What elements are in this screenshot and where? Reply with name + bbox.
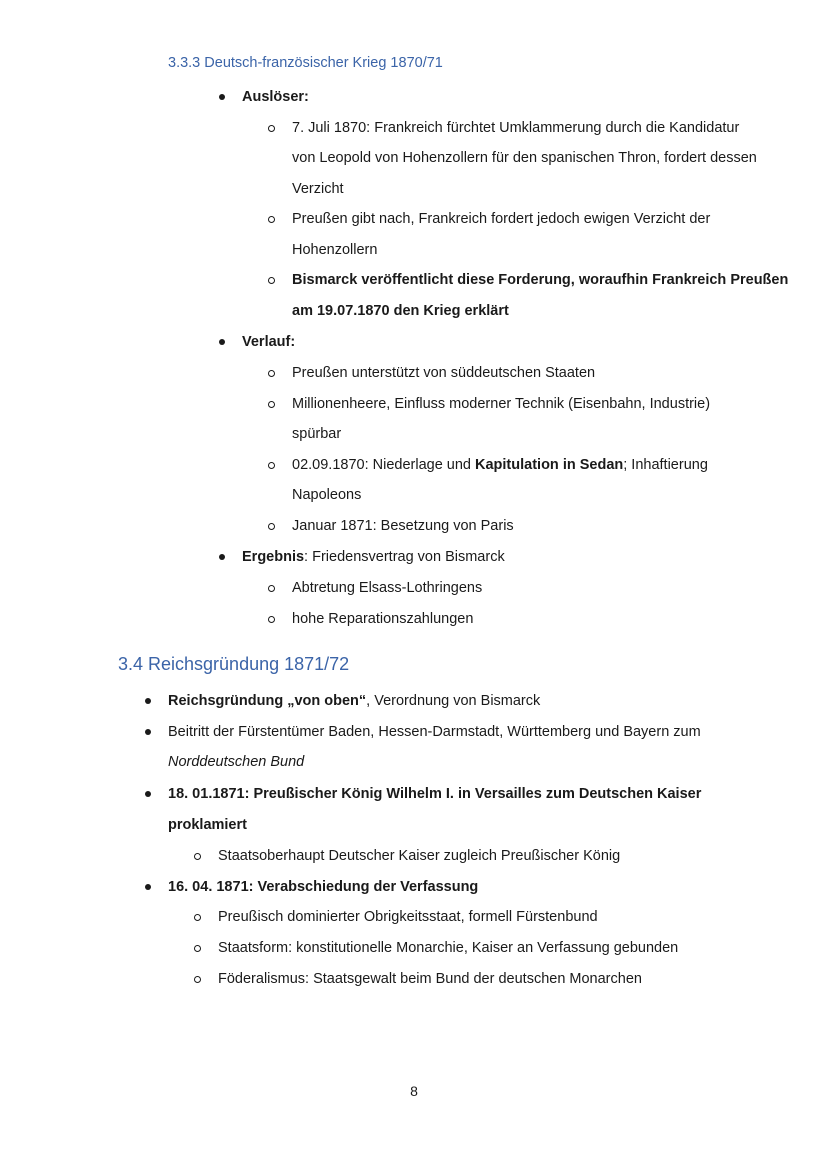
ergebnis-line [242, 547, 505, 567]
verlauf-item-3-post: ; Inhaftierung [623, 457, 708, 473]
sub-bullet-icon [194, 976, 201, 983]
bullet-icon [219, 554, 225, 560]
ausloeser-label: Auslöser: [242, 89, 309, 105]
verfassung-sub-item-2: Staatsform: konstitutionelle Monarchie, Kaiser an Verfassung gebunden [218, 940, 679, 956]
verlauf-item-3-bold: Kapitulation in Sedan [475, 457, 624, 473]
verlauf-item-4: Januar 1871: Besetzung von Paris [292, 518, 514, 534]
bullet-icon [219, 94, 225, 100]
ergebnis-item-2: hohe Reparationszahlungen [292, 611, 474, 627]
sub-bullet-icon [194, 914, 201, 921]
kaiser-sub-item: Staatsoberhaupt Deutscher Kaiser zugleich Preußischer König [218, 848, 621, 864]
sub-bullet-icon [194, 853, 201, 860]
verfassung-sub-item-3: Föderalismus: Staatsgewalt beim Bund der deutschen Monarchen [218, 971, 642, 987]
sub-bullet-icon [194, 945, 201, 952]
ausloeser-item-2-line-2: Hohenzollern [292, 242, 378, 258]
reichsgruendung-bold: Reichsgründung „von oben“ [168, 693, 367, 709]
kaiser-line-2: proklamiert [168, 817, 247, 833]
ausloeser-item-3-line-2: am 19.07.1870 den Krieg erklärt [292, 303, 509, 319]
sub-bullet-icon [268, 462, 275, 469]
bullet-icon [145, 884, 151, 890]
ausloeser-item-1-line-1: 7. Juli 1870: Frankreich fürchtet Umklammerung durch die Kandidatur [292, 120, 740, 136]
sub-bullet-icon [268, 401, 275, 408]
beitritt-line-2: Norddeutschen Bund [168, 754, 305, 770]
sub-bullet-icon [268, 216, 275, 223]
section-heading-3-3-3: 3.3.3 Deutsch-französischer Krieg 1870/71 [168, 55, 443, 71]
sub-bullet-icon [268, 585, 275, 592]
verfassung-line: 16. 04. 1871: Verabschiedung der Verfassung [168, 879, 479, 895]
sub-bullet-icon [268, 616, 275, 623]
verlauf-item-2-line-1: Millionenheere, Einfluss moderner Technik (Eisenbahn, Industrie) [292, 396, 711, 412]
verlauf-item-1: Preußen unterstützt von süddeutschen Staaten [292, 365, 596, 381]
beitritt-line-1: Beitritt der Fürstentümer Baden, Hessen-Darmstadt, Württemberg und Bayern zum [168, 724, 701, 740]
verlauf-item-3-line-2: Napoleons [292, 487, 362, 503]
verlauf-item-2-line-2: spürbar [292, 426, 342, 442]
bullet-icon [219, 339, 225, 345]
kaiser-line-1: 18. 01.1871: Preußischer König Wilhelm I. in Versailles zum Deutschen Kaiser [168, 786, 702, 802]
reichsgruendung-rest: , Verordnung von Bismarck [366, 693, 541, 709]
sub-bullet-icon [268, 523, 275, 530]
ausloeser-item-1-line-2: von Leopold von Hohenzollern für den spanischen Thron, fordert dessen [292, 150, 757, 166]
sub-bullet-icon [268, 125, 275, 132]
ergebnis-text: : Friedensvertrag von Bismarck [304, 549, 505, 565]
verfassung-sub-item-1: Preußisch dominierter Obrigkeitsstaat, formell Fürstenbund [218, 909, 598, 925]
section-heading-3-4: 3.4 Reichsgründung 1871/72 [118, 654, 350, 674]
ergebnis-label: Ergebnis [242, 549, 305, 565]
verlauf-item-3-line-1 [292, 455, 708, 475]
bullet-icon [145, 729, 151, 735]
ergebnis-item-1: Abtretung Elsass-Lothringens [292, 580, 483, 596]
verlauf-label: Verlauf: [242, 334, 296, 350]
sub-bullet-icon [268, 277, 275, 284]
sub-bullet-icon [268, 370, 275, 377]
ausloeser-item-1-line-3: Verzicht [292, 181, 344, 197]
ausloeser-item-3-line-1: Bismarck veröffentlicht diese Forderung, woraufhin Frankreich Preußen [292, 272, 789, 288]
reichsgruendung-line [168, 691, 540, 711]
page-number: 8 [410, 1083, 418, 1099]
bullet-icon [145, 698, 151, 704]
ausloeser-item-2-line-1: Preußen gibt nach, Frankreich fordert jedoch ewigen Verzicht der [292, 211, 711, 227]
verlauf-item-3-pre: 02.09.1870: Niederlage und [292, 457, 476, 473]
bullet-icon [145, 791, 151, 797]
